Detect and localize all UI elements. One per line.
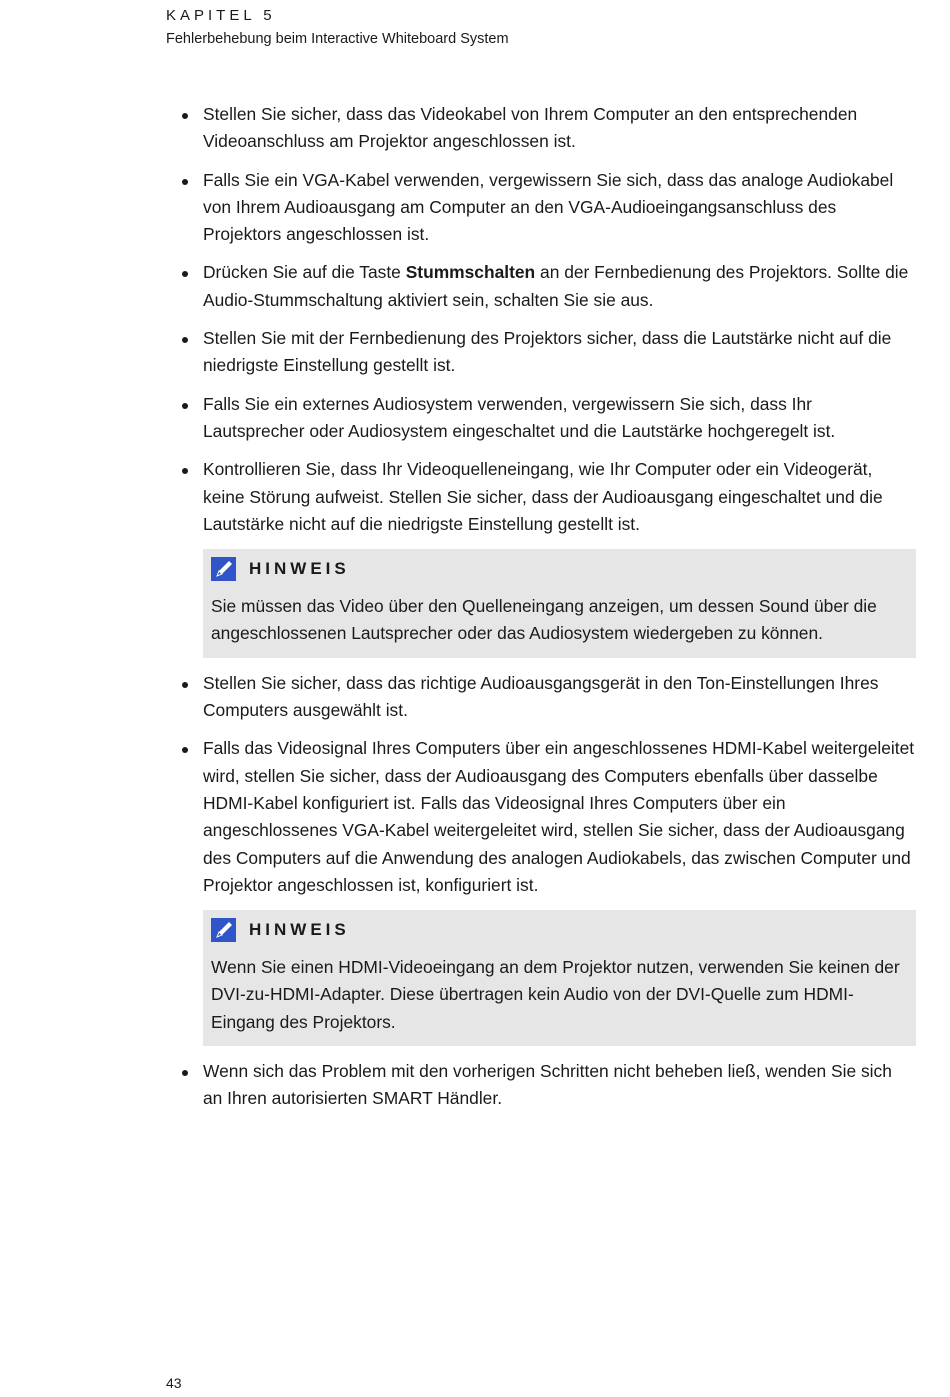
bullet-list-1 — [180, 101, 916, 538]
list-item-text: an der Fernbedienung des Projektors. Sollte die Audio-Stummschaltung aktiviert sein, schalten Sie sie aus. — [203, 262, 909, 310]
list-item: Falls Sie ein VGA-Kabel verwenden, vergewissern Sie sich, dass das analoge Audiokabel von Ihrem Audioausgang am Computer an den VGA-Audioeingangsanschluss des Projektors angeschlossen ist. — [180, 167, 916, 249]
note-header — [211, 557, 908, 581]
bullet-list-3 — [180, 1058, 916, 1113]
list-item: Falls das Videosignal Ihres Computers über ein angeschlossenes HDMI-Kabel weitergeleitet wird, stellen Sie sicher, dass der Audioausgang des Computers ebenfalls über dasselbe HDMI-Kabel konfiguriert ist. Falls das Videosignal Ihres Computers über ein angeschlossenes VGA-Kabel weitergeleitet wird, stellen Sie sicher, dass der Audioausgang des Computers auf die Anwendung des analogen Audiokabels, das zwischen Computer und Projektor angeschlossen ist, konfiguriert ist. — [180, 735, 916, 899]
list-item-text: Drücken Sie auf die Taste — [203, 262, 406, 283]
list-item: Stellen Sie sicher, dass das Videokabel von Ihrem Computer an den entsprechenden Videoanschluss am Projektor angeschlossen ist. — [180, 101, 916, 156]
list-item — [180, 259, 916, 314]
pencil-note-icon — [211, 918, 236, 942]
note-box — [203, 549, 916, 658]
list-item: Wenn sich das Problem mit den vorherigen Schritten nicht beheben ließ, wenden Sie sich an Ihren autorisierten SMART Händler. — [180, 1058, 916, 1113]
list-item: Falls Sie ein externes Audiosystem verwenden, vergewissern Sie sich, dass Ihr Lautsprecher oder Audiosystem eingeschaltet und die Lautstärke hochgeregelt ist. — [180, 391, 916, 446]
page-content — [180, 101, 916, 1124]
note-title: HINWEIS — [249, 559, 350, 579]
bold-term-stummschalten: Stummschalten — [405, 262, 536, 283]
list-item: Kontrollieren Sie, dass Ihr Videoquelleneingang, wie Ihr Computer oder ein Videogerät, keine Störung aufweist. Stellen Sie sicher, dass der Audioausgang eingeschaltet und die Lautstärke nicht auf die niedrigste Einstellung gestellt ist. — [180, 456, 916, 538]
list-item: Stellen Sie mit der Fernbedienung des Projektors sicher, dass die Lautstärke nicht auf die niedrigste Einstellung gestellt ist. — [180, 325, 916, 380]
chapter-subtitle: Fehlerbehebung beim Interactive Whiteboard System — [166, 31, 509, 47]
note-text: Wenn Sie einen HDMI-Videoeingang an dem Projektor nutzen, verwenden Sie keinen der DVI-zu-HDMI-Adapter. Diese übertragen kein Audio von der DVI-Quelle zum HDMI-Eingang des Projektors. — [211, 957, 900, 1032]
page-number: 43 — [166, 1375, 182, 1391]
pencil-note-icon — [211, 557, 236, 581]
bullet-list-2 — [180, 670, 916, 899]
list-item: Stellen Sie sicher, dass das richtige Audioausgangsgerät in den Ton-Einstellungen Ihres Computers ausgewählt ist. — [180, 670, 916, 725]
note-text: Sie müssen das Video über den Quelleneingang anzeigen, um dessen Sound über die angeschlossenen Lautsprecher oder das Audiosystem wiedergeben zu können. — [211, 596, 877, 644]
note-title: HINWEIS — [249, 920, 350, 940]
note-header — [211, 918, 908, 942]
note-box — [203, 910, 916, 1046]
chapter-label: KAPITEL 5 — [166, 7, 276, 24]
